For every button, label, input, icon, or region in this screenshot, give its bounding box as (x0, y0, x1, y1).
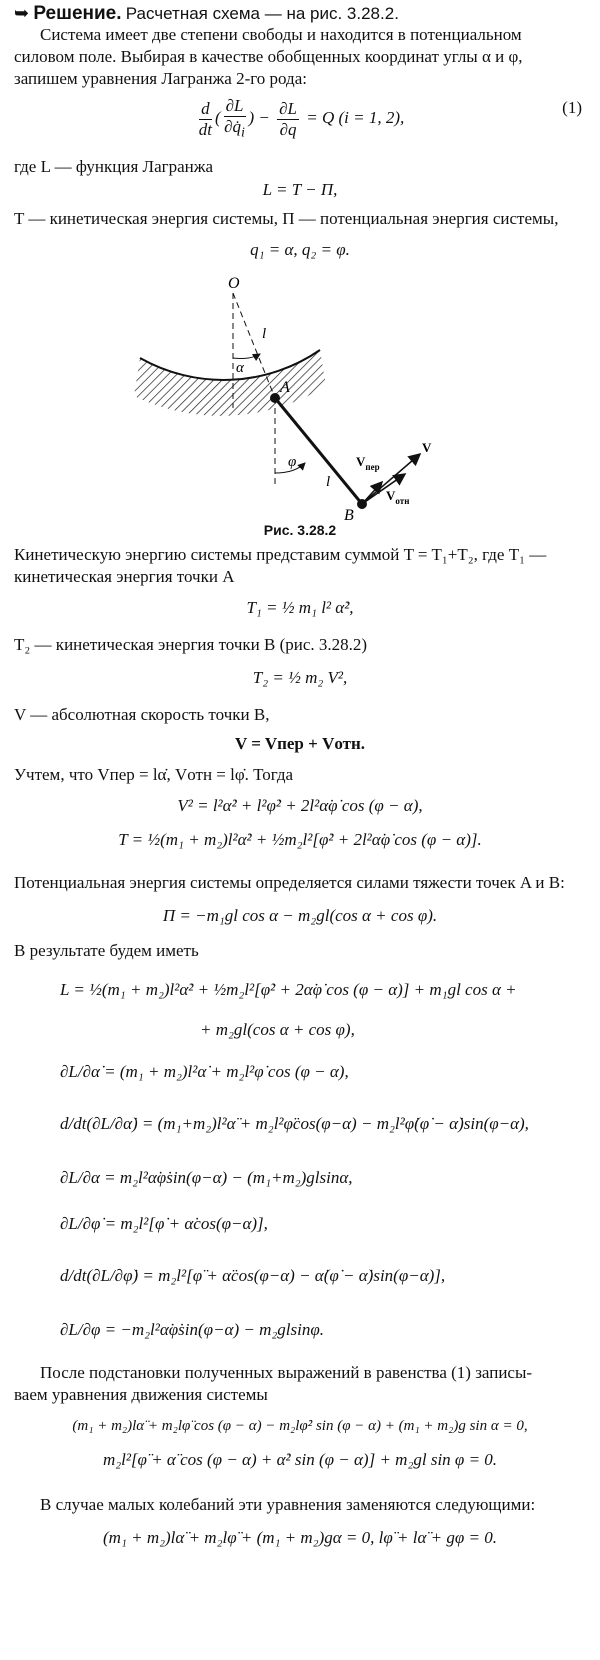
label-votn: $V_{отн}$ (386, 488, 410, 506)
eq-small-oscillations: (m₁ + m₂)lα̈ + m₂lφ̈ + (m₁ + m₂)gα = 0, lφ̈ + lα̈ + gφ = 0. (103, 1528, 497, 1547)
eq-motion-1: (m₁ + m₂)lα̈ + m₂lφ̈ cos (φ − α) − m₂lφ̇² sin (φ − α) + (m₁ + m₂)g sin α = 0, (72, 1418, 528, 1434)
label-phi: φ (288, 454, 297, 470)
eq-t: T = ½(m₁ + m₂)l²α̇² + ½m₂l²[φ̇² + 2l²α̇φ̇ cos (φ − α)]. (118, 830, 482, 849)
label-a: A (280, 379, 290, 396)
figure-caption: Рис. 3.28.2 (263, 522, 337, 538)
paragraph-line: T — кинетическая энергия системы, Π — потенциальная энергия системы, (14, 209, 559, 228)
hatched-surface (134, 350, 326, 416)
lagrangian-definition: L = T − Π, (262, 180, 338, 199)
arrow-icon: ➥ (14, 3, 30, 23)
paragraph-line: Система имеет две степени свободы и находится в потенциальном (40, 25, 522, 44)
eq-dl-dalpha-dot: ∂L/∂α̇ = (m₁ + m₂)l²α̇ + m₂l²φ̇ cos (φ − α), (60, 1062, 349, 1081)
label-o: O (228, 275, 240, 292)
label-vper: $V_{пер}$ (356, 454, 380, 472)
paragraph-line: где L — функция Лагранжа (14, 157, 214, 176)
eq-v-squared: V² = l²α̇² + l²φ̇² + 2l²α̇φ̇ cos (φ − α), (177, 796, 423, 815)
eq-t1: T₁ = ½ m₁ l² α̇², (246, 598, 354, 617)
solution-label: Решение. (33, 3, 122, 24)
paragraph-line: запишем уравнения Лагранжа 2-го рода: (14, 69, 307, 88)
label-l1: l (262, 326, 267, 342)
rod (275, 398, 362, 504)
label-v: V (422, 440, 432, 455)
eq-v: V = Vпер + Vотн. (234, 734, 366, 753)
eq-dl-dphi-dot: ∂L/∂φ̇ = m₂l²[φ̇ + α̇cos(φ−α)], (60, 1214, 268, 1233)
paragraph-line: кинетическая энергия точки A (14, 567, 235, 586)
equation-number: (1) (562, 98, 582, 117)
paragraph-line: Кинетическую энергию системы представим суммой T = T₁+T₂, где T₁ — (14, 545, 547, 564)
paragraph-line: T₂ — кинетическая энергия точки B (рис. 3.28.2) (14, 635, 368, 654)
pendulum-diagram (130, 268, 450, 538)
eq-ddt-phi: d/dt(∂L/∂φ̇) = m₂l²[φ̈ + α̈cos(φ−α) − α̇(φ̇ − α̇)sin(φ−α)], (60, 1266, 446, 1285)
paragraph-line: ваем уравнения движения системы (14, 1385, 268, 1404)
paragraph-line: Учтем, что Vпер = lα̇, Vотн = lφ̇. Тогда (14, 765, 294, 784)
paragraph-line: В случае малых колебаний эти уравнения заменяются следующими: (40, 1495, 536, 1514)
paragraph-line: V — абсолютная скорость точки B, (14, 705, 270, 724)
lagrange-equation: $\frac{d}{dt}$ ( $\frac{\partial L}{\partial q̇_i}$ ) − $\frac{\partial L}{\partial q}$ = Q (i = 1, 2), (1) (198, 96, 582, 141)
label-b: B (344, 507, 354, 524)
eq-l-line1: L = ½(m₁ + m₂)l²α̇² + ½m₂l²[φ̇² + 2α̇φ̇ cos (φ − α)] + m₁gl cos α + (60, 980, 517, 999)
paragraph-line: После подстановки полученных выражений в равенства (1) записы- (40, 1363, 533, 1382)
lagrange-equation-rhs: = Q (i = 1, 2), (306, 108, 405, 128)
eq-potential: Π = −m₁gl cos α − m₂gl(cos α + cos φ). (162, 906, 438, 925)
eq-dl-dphi: ∂L/∂φ = −m₂l²α̇φ̇sin(φ−α) − m₂glsinφ. (60, 1320, 324, 1339)
point-a (270, 393, 280, 403)
label-alpha: α (236, 360, 244, 376)
solution-heading (14, 2, 586, 25)
eq-motion-2: m₂l²[φ̈ + α̈ cos (φ − α) + α̇² sin (φ − α)] + m₂gl sin φ = 0. (102, 1450, 498, 1469)
paragraph-line: В результате будем иметь (14, 941, 199, 960)
alpha-arc (233, 354, 260, 359)
paragraph-line: Потенциальная энергия системы определяется силами тяжести точек A и B: (14, 873, 565, 892)
label-l2: l (326, 474, 331, 490)
paragraph-line: силовом поле. Выбирая в качестве обобщенных координат углы α и φ, (14, 47, 523, 66)
coordinates-definition: q₁ = α, q₂ = φ. (250, 240, 350, 259)
eq-l-line2: + m₂gl(cos α + cos φ), (200, 1020, 355, 1039)
eq-ddt-alpha: d/dt(∂L/∂α̇) = (m₁+m₂)l²α̈ + m₂l²φ̈cos(φ−α) − m₂l²φ̇(φ̇ − α̇)sin(φ−α), (60, 1114, 529, 1133)
solution-intro: Расчетная схема — на рис. 3.28.2. (125, 4, 399, 23)
eq-t2: T₂ = ½ m₂ V², (252, 668, 348, 687)
eq-dl-dalpha: ∂L/∂α = m₂l²α̇φ̇sin(φ−α) − (m₁+m₂)glsinα, (60, 1168, 353, 1187)
